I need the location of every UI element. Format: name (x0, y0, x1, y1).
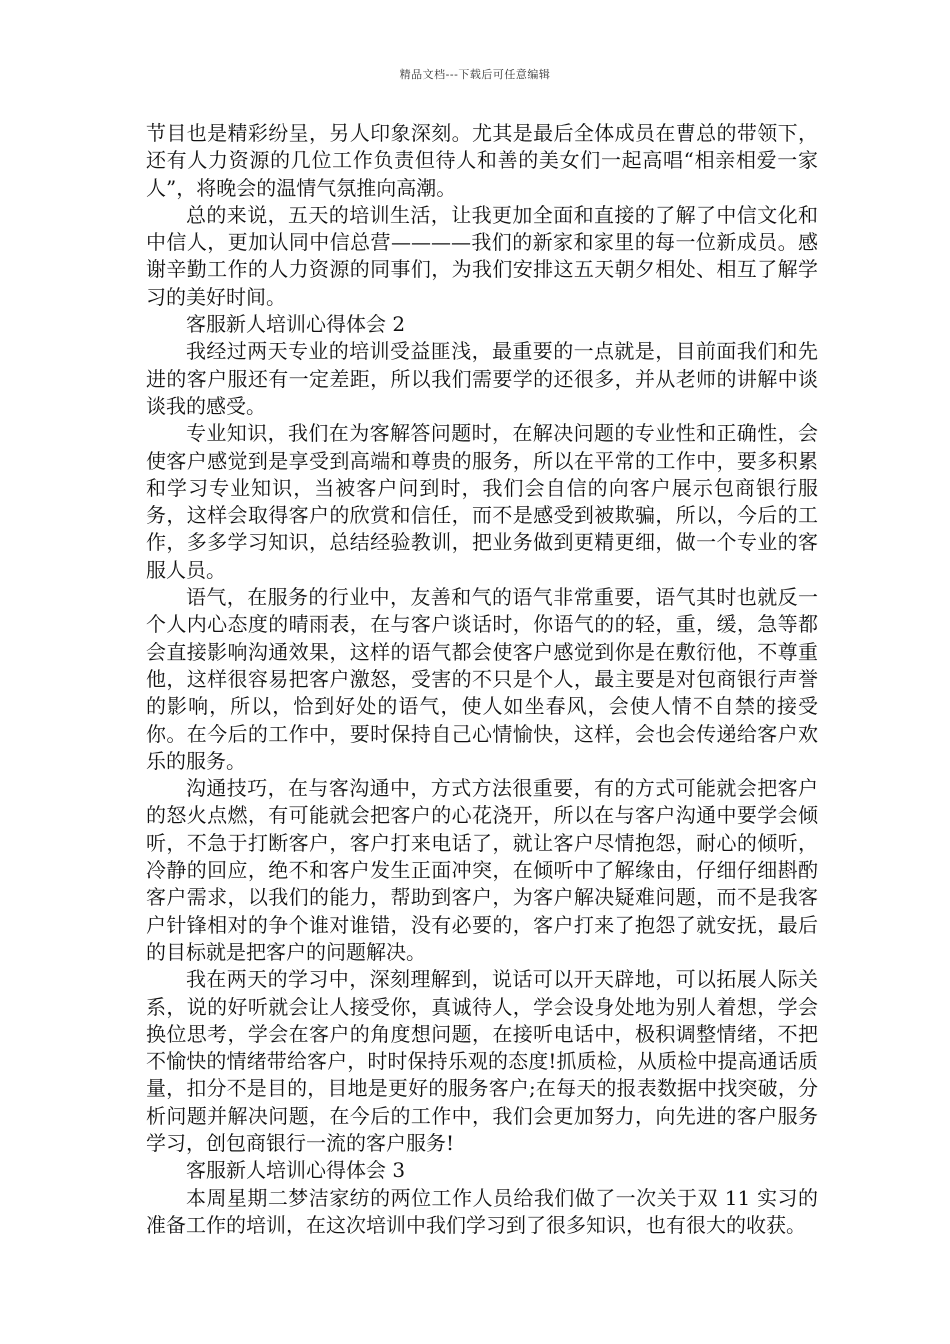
paragraph: 沟通技巧，在与客沟通中，方式方法很重要，有的方式可能就会把客户的怒火点燃，有可能就会把客户的心花浇开，所以在与客户沟通中要学会倾听，不急于打断客户，客户打来电话了，就让客户尽情抱怨，耐心的倾听，冷静的回应，绝不和客户发生正面冲突，在倾听中了解缘由，仔细仔细斟酌客户需求，以我们的能力，帮助到客户，为客户解决疑难问题，而不是我客户针锋相对的争个谁对谁错，没有必要的，客户打来了抱怨了就安抚，最后的目标就是把客户的问题解决。 (146, 776, 818, 964)
paragraph: 本周星期二梦洁家纺的两位工作人员给我们做了一次关于双 11 实习的准备工作的培训，在这次培训中我们学习到了很多知识，也有很大的收获。 (146, 1185, 818, 1237)
paragraph: 专业知识，我们在为客解答问题时，在解决问题的专业性和正确性，会使客户感觉到是享受到高端和尊贵的服务，所以在平常的工作中，要多积累和学习专业知识，当被客户问到时，我们会自信的向客户展示包商银行服务，这样会取得客户的欣赏和信任，而不是感受到被欺骗，所以，今后的工作，多多学习知识，总结经验教训，把业务做到更精更细，做一个专业的客服人员。 (146, 421, 818, 582)
paragraph: 语气，在服务的行业中，友善和气的语气非常重要，语气其时也就反一个人内心态度的晴雨表，在与客户谈话时，你语气的的轻，重，缓，急等都会直接影响沟通效果，这样的语气都会使客户感觉到你是在敷衍他，不尊重他，这样很容易把客户激怒，受害的不只是个人，最主要是对包商银行声誉的影响，所以，恰到好处的语气，使人如坐春风，会使人情不自禁的接受你。在今后的工作中，要时保持自己心情愉快，这样，会也会传递给客户欢乐的服务。 (146, 585, 818, 773)
section-heading: 客服新人培训心得体会 2 (186, 312, 406, 337)
section-heading: 客服新人培训心得体会 3 (186, 1158, 406, 1183)
paragraph: 总的来说，五天的培训生活，让我更加全面和直接的了解了中信文化和中信人，更加认同中信总营————我们的新家和家里的每一位新成员。感谢辛勤工作的人力资源的同事们，为我们安排这五天朝夕相处、相互了解学习的美好时间。 (146, 202, 818, 309)
document-body (146, 120, 818, 1239)
paragraph: 节目也是精彩纷呈，另人印象深刻。尤其是最后全体成员在曹总的带领下，还有人力资源的几位工作负责但待人和善的美女们一起高唱“相亲相爱一家人”，将晚会的温情气氛推向高潮。 (146, 121, 818, 200)
paragraph: 我在两天的学习中，深刻理解到，说话可以开天辟地，可以拓展人际关系，说的好听就会让人接受你，真诚待人，学会设身处地为别人着想，学会换位思考，学会在客户的角度想问题，在接听电话中，极积调整情绪，不把不愉快的情绪带给客户，时时保持乐观的态度!抓质检，从质检中提高通话质量，扣分不是目的，目地是更好的服务客户;在每天的报表数据中找突破，分析问题并解决问题，在今后的工作中，我们会更加努力，向先进的客户服务学习，创包商银行一流的客户服务! (146, 967, 818, 1155)
paragraph: 我经过两天专业的培训受益匪浅，最重要的一点就是，目前面我们和先进的客户服还有一定差距，所以我们需要学的还很多，并从老师的讲解中谈谈我的感受。 (146, 339, 818, 418)
page-header: 精品文档---下载后可任意编辑 (399, 68, 551, 81)
